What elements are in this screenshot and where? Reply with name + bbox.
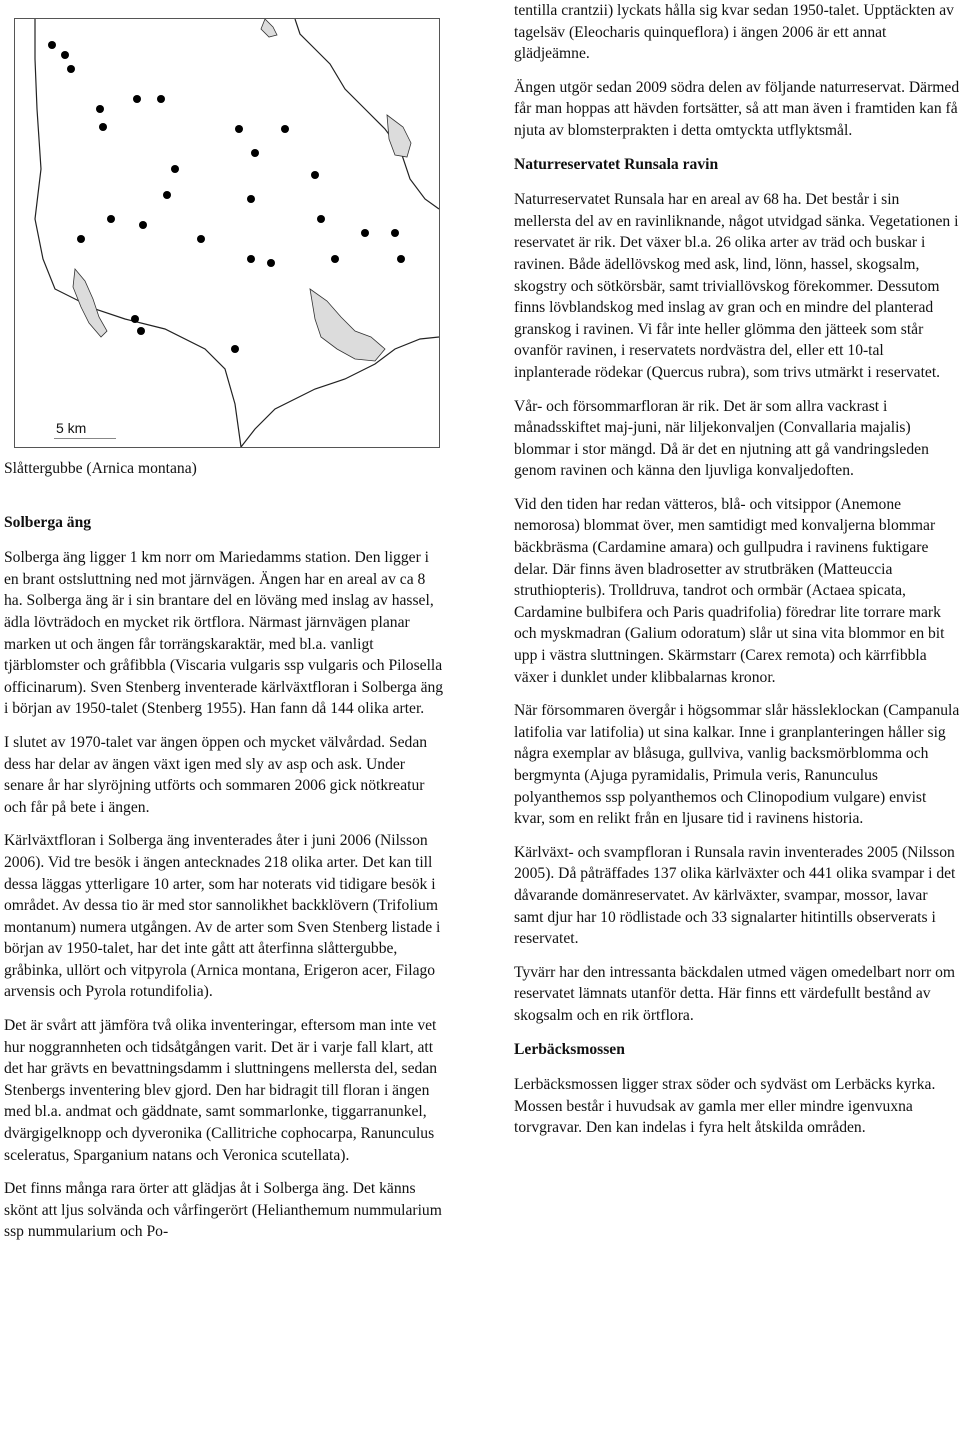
map-dot	[317, 215, 325, 223]
heading-lerbacksmossen: Lerbäcksmossen	[514, 1040, 625, 1058]
lake-west	[73, 269, 107, 337]
map-dot	[77, 235, 85, 243]
map-dot	[251, 149, 259, 157]
paragraph: tentilla crantzii) lyckats hålla sig kvar sedan 1950-talet. Upptäckten av tagelsäv (Eleocharis quinqueflora) i ängen 2006 är ett annat glädjeämne.	[514, 2, 954, 63]
map-scale-label: 5 km	[56, 420, 87, 436]
paragraph: Lerbäcksmossen ligger strax söder och sydväst om Lerbäcks kyrka. Mossen består i huvudsak av gamla mer eller mindre igenvuxna torvgravar. Den kan indelas i fyra helt åtskilda områden.	[514, 1076, 936, 1137]
paragraph: Solberga äng ligger 1 km norr om Mariedamms station. Den ligger i en brant ostsluttning ned mot järnvägen. Ängen har en areal av ca 8 ha. Solberga äng är i sin brantare del en löväng med inslag av hassel, ädla lövträdoch en mycket rik örtflora. Närmast järnvägen planar marken ut och ängen får torrängskaraktär, med bl.a. vanligt tjärblomster och gråfibbla (Viscaria vulgaris ssp vulgaris och Pilosella officinarum). Sven Stenberg inventerade kärlväxtfloran i Solberga äng i början av 1950-talet (Stenberg 1955). Han fann då 144 olika arter.	[4, 549, 444, 718]
left-column	[4, 458, 446, 1255]
map-dot	[247, 195, 255, 203]
map-dot	[171, 165, 179, 173]
lake-east	[387, 115, 411, 157]
paragraph: Det finns många rara örter att glädjas åt i Solberga äng. Det känns skönt att ljus solvända och vårfingerört (Helianthemum nummularium ssp nummularium och Po-	[4, 1180, 442, 1241]
map-caption: Slåttergubbe (Arnica montana)	[4, 460, 197, 477]
map-dot	[163, 191, 171, 199]
map-dot	[231, 345, 239, 353]
map-scale-bar	[54, 438, 116, 439]
map-dot	[361, 229, 369, 237]
map-dot	[67, 65, 75, 73]
heading-runsala: Naturreservatet Runsala ravin	[514, 155, 719, 173]
heading-solberga: Solberga äng	[4, 513, 92, 531]
map-dot	[133, 95, 141, 103]
map-dot	[281, 125, 289, 133]
map-graphic	[15, 19, 439, 447]
map-dot	[391, 229, 399, 237]
right-column	[514, 0, 960, 1151]
map-dot	[331, 255, 339, 263]
map-dot	[247, 255, 255, 263]
paragraph: Ängen utgör sedan 2009 södra delen av följande naturreservat. Därmed får man hoppas att hävden fortsätter, så att man även i framtiden kan få njuta av blomsterprakten i detta omtyckta utflyktsmål.	[514, 78, 960, 139]
map-dot	[197, 235, 205, 243]
map-dot	[131, 315, 139, 323]
paragraph: Det är svårt att jämföra två olika inventeringar, eftersom man inte vet hur noggrannheten och tidsåtgången varit. Det är i varje fall klart, att det har grävts en bevattningsdamm i sluttningens mellersta del, sedan Stenbergs inventering blev gjord. Den har bidragit till floran i ängen med bl.a. andmat och gäddnate, samt sommarlonke, tiggarranunkel, dvärgigelknopp och dyveronika (Callitriche cophocarpa, Ranunculus sceleratus, Sparganium natans och Veronica scutellata).	[4, 1017, 438, 1164]
map-dot	[137, 327, 145, 335]
distribution-map	[14, 18, 440, 448]
map-dot	[157, 95, 165, 103]
map-dot	[96, 105, 104, 113]
map-dot	[139, 221, 147, 229]
lake-north	[261, 19, 277, 37]
paragraph: När försommaren övergår i högsommar slår hässleklockan (Campanula latifolia var latifolia) ut sina kalkar. Inne i granplanteringen håller sig några exemplar av blåsuga, gullviva, vanlig backsmörblomma och bergmynta (Ajuga pyramidalis, Primula veris, Ranunculus polyanthemos ssp polyanthemos och Clinopodium vulgare) envist kvar, som en relikt från en ljusare tid i ravinens historia.	[514, 702, 960, 828]
map-dot	[61, 51, 69, 59]
map-dot	[99, 123, 107, 131]
paragraph: I slutet av 1970-talet var ängen öppen och mycket välvårdad. Sedan dess har delar av ängen växt igen med sly av asp och ask. Under senare år har slyröjning utförts och sommaren 2006 gick nötkreatur och får på bete i ängen.	[4, 733, 428, 816]
paragraph: Vår- och försommarfloran är rik. Det är som allra vackrast i månadsskiftet maj-juni, när liljekonvaljen (Convallaria majalis) blommar i stor mängd. Då är det en njutning att gå vandringsleden genom ravinen och känna den ljuvliga konvaljedoften.	[514, 397, 929, 480]
lake-southeast	[310, 289, 385, 361]
map-dot	[311, 171, 319, 179]
map-dot	[397, 255, 405, 263]
map-dot	[235, 125, 243, 133]
paragraph: Naturreservatet Runsala har en areal av 68 ha. Det består i sin mellersta del av en ravinliknande, något utvidgad sänka. Vegetationen i reservatet är rik. Det växer bl.a. 26 olika arter av träd och buskar i ravinen. Både ädellövskog med ask, lind, lönn, hassel, skogsalm, skogstry och sötkörsbär, samt triviallövskog förekommer. Dessutom finns lövblandskog med inslag av gran och en mindre del planterad granskog i ravinen. Vi får inte heller glömma den jätteek som står ovanför ravinen, i reservatets nordvästra del, eller ett 10-tal inplanterade rödekar (Quercus rubra), som trivs utmärkt i reservatet.	[514, 191, 959, 381]
map-dot	[107, 215, 115, 223]
paragraph: Vid den tiden har redan vätteros, blå- och vitsippor (Anemone nemorosa) blommat över, men samtidigt med konvaljerna blommar bäckbräsma (Cardamine amara) och gullpudra i ravinens fuktigare delar. Där finns även bladrosetter av strutbräken (Matteuccia struthiopteris). Trolldruva, tandrot och ormbär (Actaea spicata, Cardamine bulbifera och Paris quadrifolia) föredrar lite torrare mark och myskmadran (Galium odoratum) slår ut sina vita blommor en bit upp i västra sluttningen. Skärmstarr (Carex remota) och kärrfibbla växer i dunklet under klibbalarnas kronor.	[514, 495, 945, 686]
county-outline	[35, 19, 439, 447]
paragraph: Kärlväxtfloran i Solberga äng inventerades åter i juni 2006 (Nilsson 2006). Vid tre besök i ängen antecknades 218 olika arter. Det kan till dessa läggas ytterligare 10 arter, som har noterats vid tidigare besök i området. Av dessa tio är med stor sannolikhet backklövern (Trifolium montanum) numera utgången. Av de arter som Sven Stenberg listade i början av 1950-talet, har det inte gått att återfinna slåttergubbe, gråbinka, ullört och vitpyrola (Arnica montana, Erigeron acer, Filago arvensis och Pyrola rotundifolia).	[4, 832, 441, 1001]
paragraph: Kärlväxt- och svampfloran i Runsala ravin inventerades 2005 (Nilsson 2005). Då påträffades 137 olika kärlväxter och 441 olika svampar i det dåvarande domänreservatet. Av kärlväxter, svampar, mossor, lavar samt djur har 10 rödlistade och 33 signalarter hitintills observerats i reservatet.	[514, 843, 956, 948]
map-dot	[48, 41, 56, 49]
map-dot	[267, 259, 275, 267]
paragraph: Tyvärr har den intressanta bäckdalen utmed vägen omedelbart norr om reservatet lämnats utanför detta. Här finns ett värdefullt bestånd av skogsalm och en rik örtflora.	[514, 963, 955, 1024]
